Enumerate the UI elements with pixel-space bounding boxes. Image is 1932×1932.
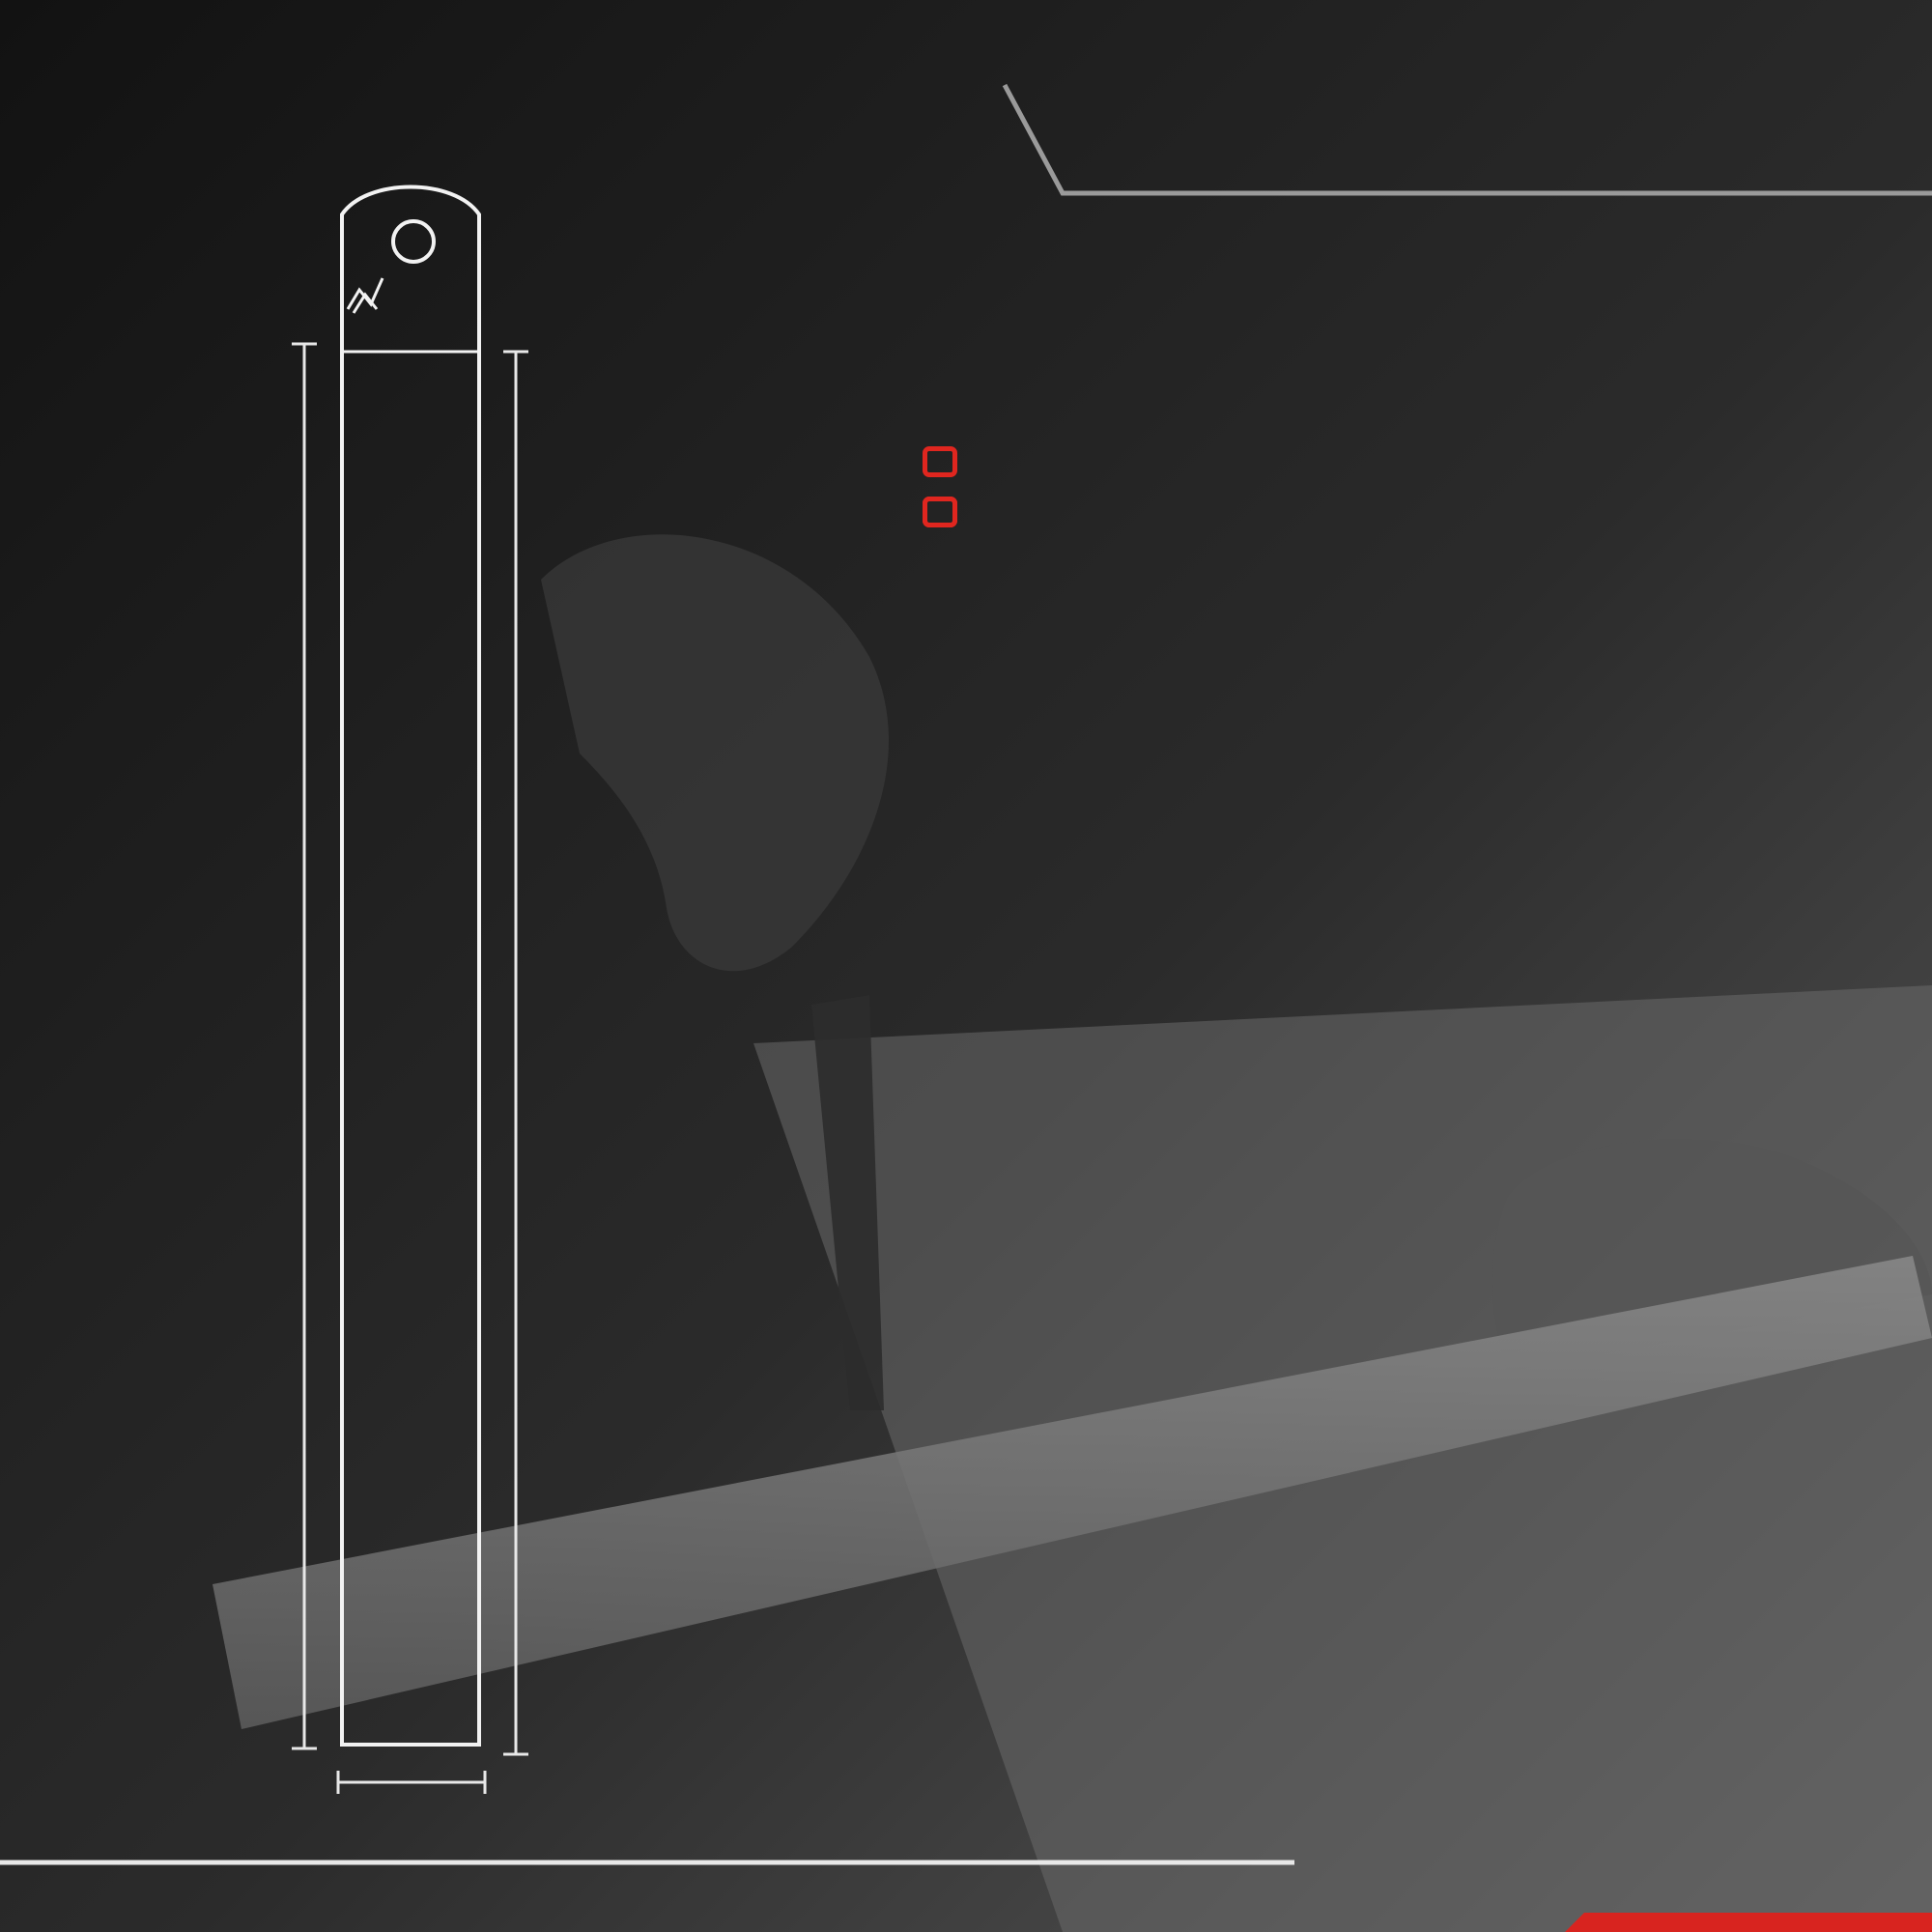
feature-list [923,425,1889,475]
bullet-icon [923,497,957,527]
bullet-icon [923,446,957,477]
